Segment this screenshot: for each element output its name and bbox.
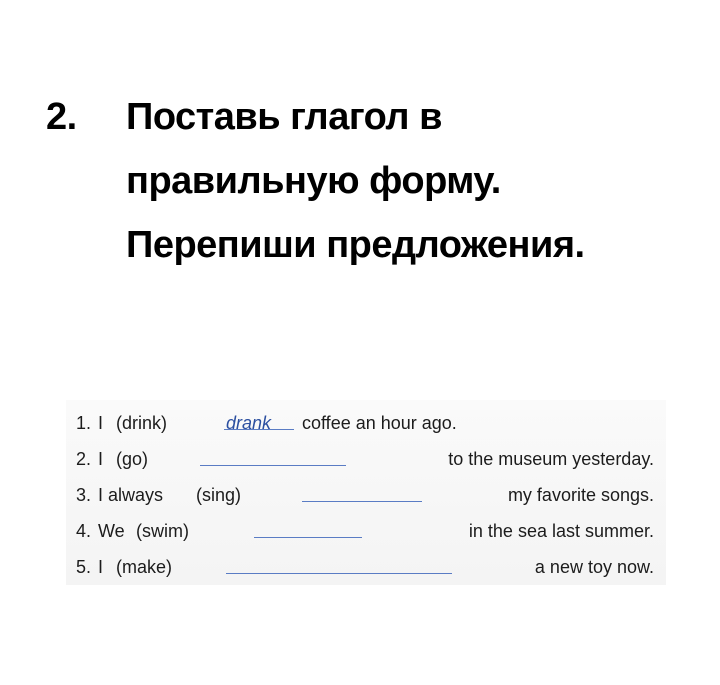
item-verb: (drink) (116, 413, 168, 433)
instruction-line-3: Перепиши предложения. (126, 224, 585, 266)
answer-blank[interactable] (302, 501, 422, 502)
answer-blank[interactable] (254, 537, 362, 538)
item-verb: (sing) (196, 485, 242, 505)
item-rest: a new toy now. (534, 557, 654, 577)
item-verb: (go) (116, 449, 149, 469)
item-rest: coffee an hour ago. (302, 413, 457, 433)
item-number: 5. (76, 557, 92, 577)
exercise-item (76, 516, 654, 546)
task-instructions (126, 85, 585, 277)
item-subject: I (98, 413, 104, 433)
exercise-item (76, 480, 654, 510)
item-subject: I always (98, 485, 164, 505)
answer-blank[interactable] (200, 465, 346, 466)
instruction-line-2: правильную форму. (126, 160, 501, 202)
answer-blank[interactable] (226, 573, 452, 574)
task-number: 2. (46, 96, 77, 138)
exercise-item (76, 408, 654, 438)
answer-blank[interactable] (224, 429, 294, 430)
item-number: 2. (76, 449, 92, 469)
item-subject: I (98, 449, 104, 469)
item-answer: drank (226, 413, 272, 433)
item-number: 3. (76, 485, 92, 505)
item-rest: my favorite songs. (507, 485, 654, 505)
item-rest: to the museum yesterday. (448, 449, 654, 469)
item-rest: in the sea last summer. (468, 521, 654, 541)
item-verb: (make) (116, 557, 173, 577)
item-subject: We (98, 521, 125, 541)
exercise-item (76, 444, 654, 474)
item-number: 1. (76, 413, 92, 433)
exercise-list (66, 400, 666, 585)
item-verb: (swim) (136, 521, 189, 541)
item-subject: I (98, 557, 104, 577)
exercise-item (76, 552, 654, 582)
instruction-line-1: Поставь глагол в (126, 96, 442, 138)
item-number: 4. (76, 521, 92, 541)
task-heading (46, 85, 696, 277)
